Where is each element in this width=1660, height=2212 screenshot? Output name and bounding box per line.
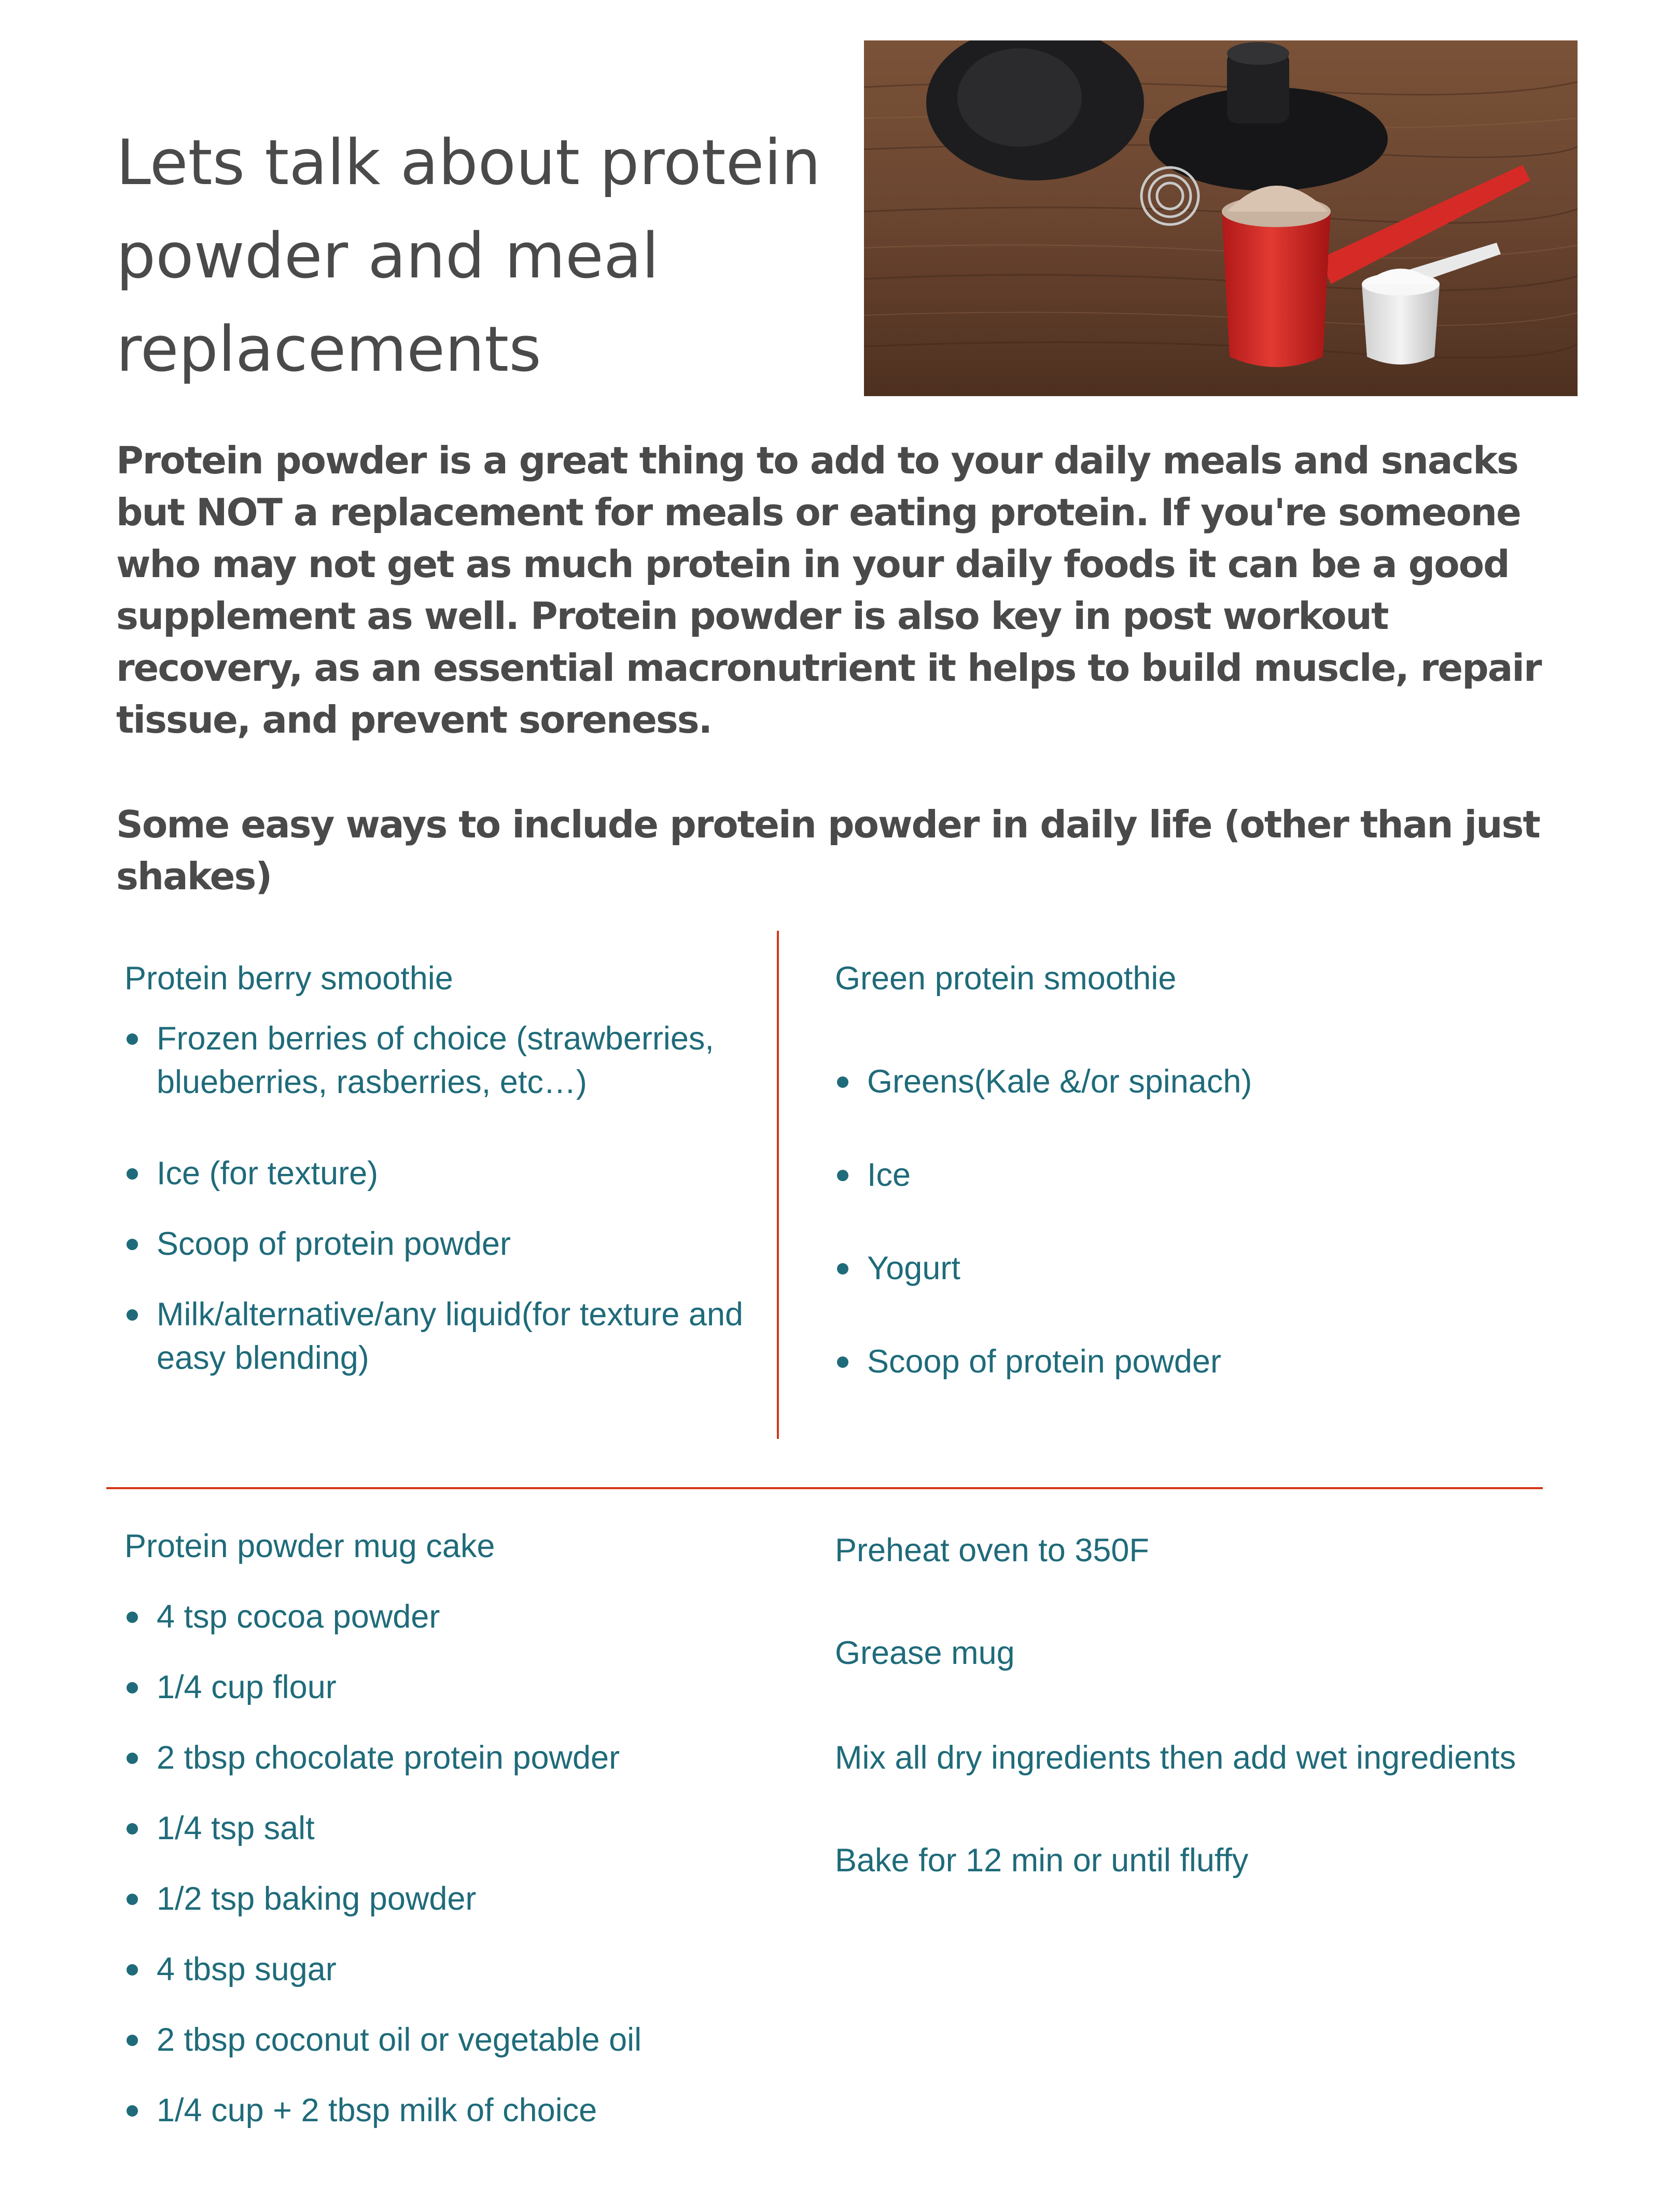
list-item: Scoop of protein powder <box>835 1340 1535 1383</box>
instruction-step: Bake for 12 min or until fluffy <box>835 1842 1249 1879</box>
page-title: Lets talk about protein powder and meal replacements <box>116 127 821 386</box>
berry-smoothie-recipe <box>124 957 768 1427</box>
list-item: 4 tbsp sugar <box>124 1948 768 1991</box>
horizontal-divider <box>106 1487 1543 1489</box>
list-item: Milk/alternative/any liquid(for texture and easy blending) <box>124 1293 768 1380</box>
vertical-divider <box>777 931 779 1439</box>
list-item: Frozen berries of choice (strawberries, blueberries, rasberries, etc…) <box>124 1017 768 1104</box>
list-item: Ice (for texture) <box>124 1152 768 1195</box>
list-item: 1/2 tsp baking powder <box>124 1877 768 1921</box>
list-item: 4 tsp cocoa powder <box>124 1595 768 1639</box>
section-subheading: Some easy ways to include protein powder in daily life (other than just shakes) <box>116 803 1540 898</box>
list-item: Yogurt <box>835 1247 1535 1290</box>
protein-scoops-photo <box>864 40 1578 396</box>
ingredient-list <box>124 1595 768 2132</box>
list-item: Ice <box>835 1153 1535 1197</box>
list-item: 1/4 cup flour <box>124 1665 768 1709</box>
recipe-heading: Protein berry smoothie <box>124 960 453 997</box>
list-item: 2 tbsp coconut oil or vegetable oil <box>124 2018 768 2062</box>
mug-cake-recipe <box>124 1524 768 2159</box>
list-item: 1/4 tsp salt <box>124 1807 768 1850</box>
list-item: 1/4 cup + 2 tbsp milk of choice <box>124 2089 768 2132</box>
recipe-heading: Protein powder mug cake <box>124 1528 495 1564</box>
mug-cake-instructions <box>835 1524 1535 1886</box>
intro-paragraph: Protein powder is a great thing to add to your daily meals and snacks but NOT a replacement for meals or eating protein. If you're someone who may not get as much protein in your daily foods it can be a good supplement as well. Protein powder is also key in post workout recovery, as an essential macronutrient it helps to build muscle, repair tissue, and prevent soreness. <box>116 439 1541 741</box>
instruction-step: Mix all dry ingredients then add wet ingredients <box>835 1740 1516 1776</box>
instruction-step: Grease mug <box>835 1635 1015 1671</box>
list-item: 2 tbsp chocolate protein powder <box>124 1736 768 1780</box>
list-item: Greens(Kale &/or spinach) <box>835 1060 1535 1103</box>
ingredient-list <box>835 1060 1535 1383</box>
instruction-step: Preheat oven to 350F <box>835 1532 1149 1569</box>
ingredient-list <box>124 1017 768 1380</box>
recipe-heading: Green protein smoothie <box>835 960 1177 997</box>
green-smoothie-recipe <box>835 957 1535 1433</box>
list-item: Scoop of protein powder <box>124 1222 768 1266</box>
